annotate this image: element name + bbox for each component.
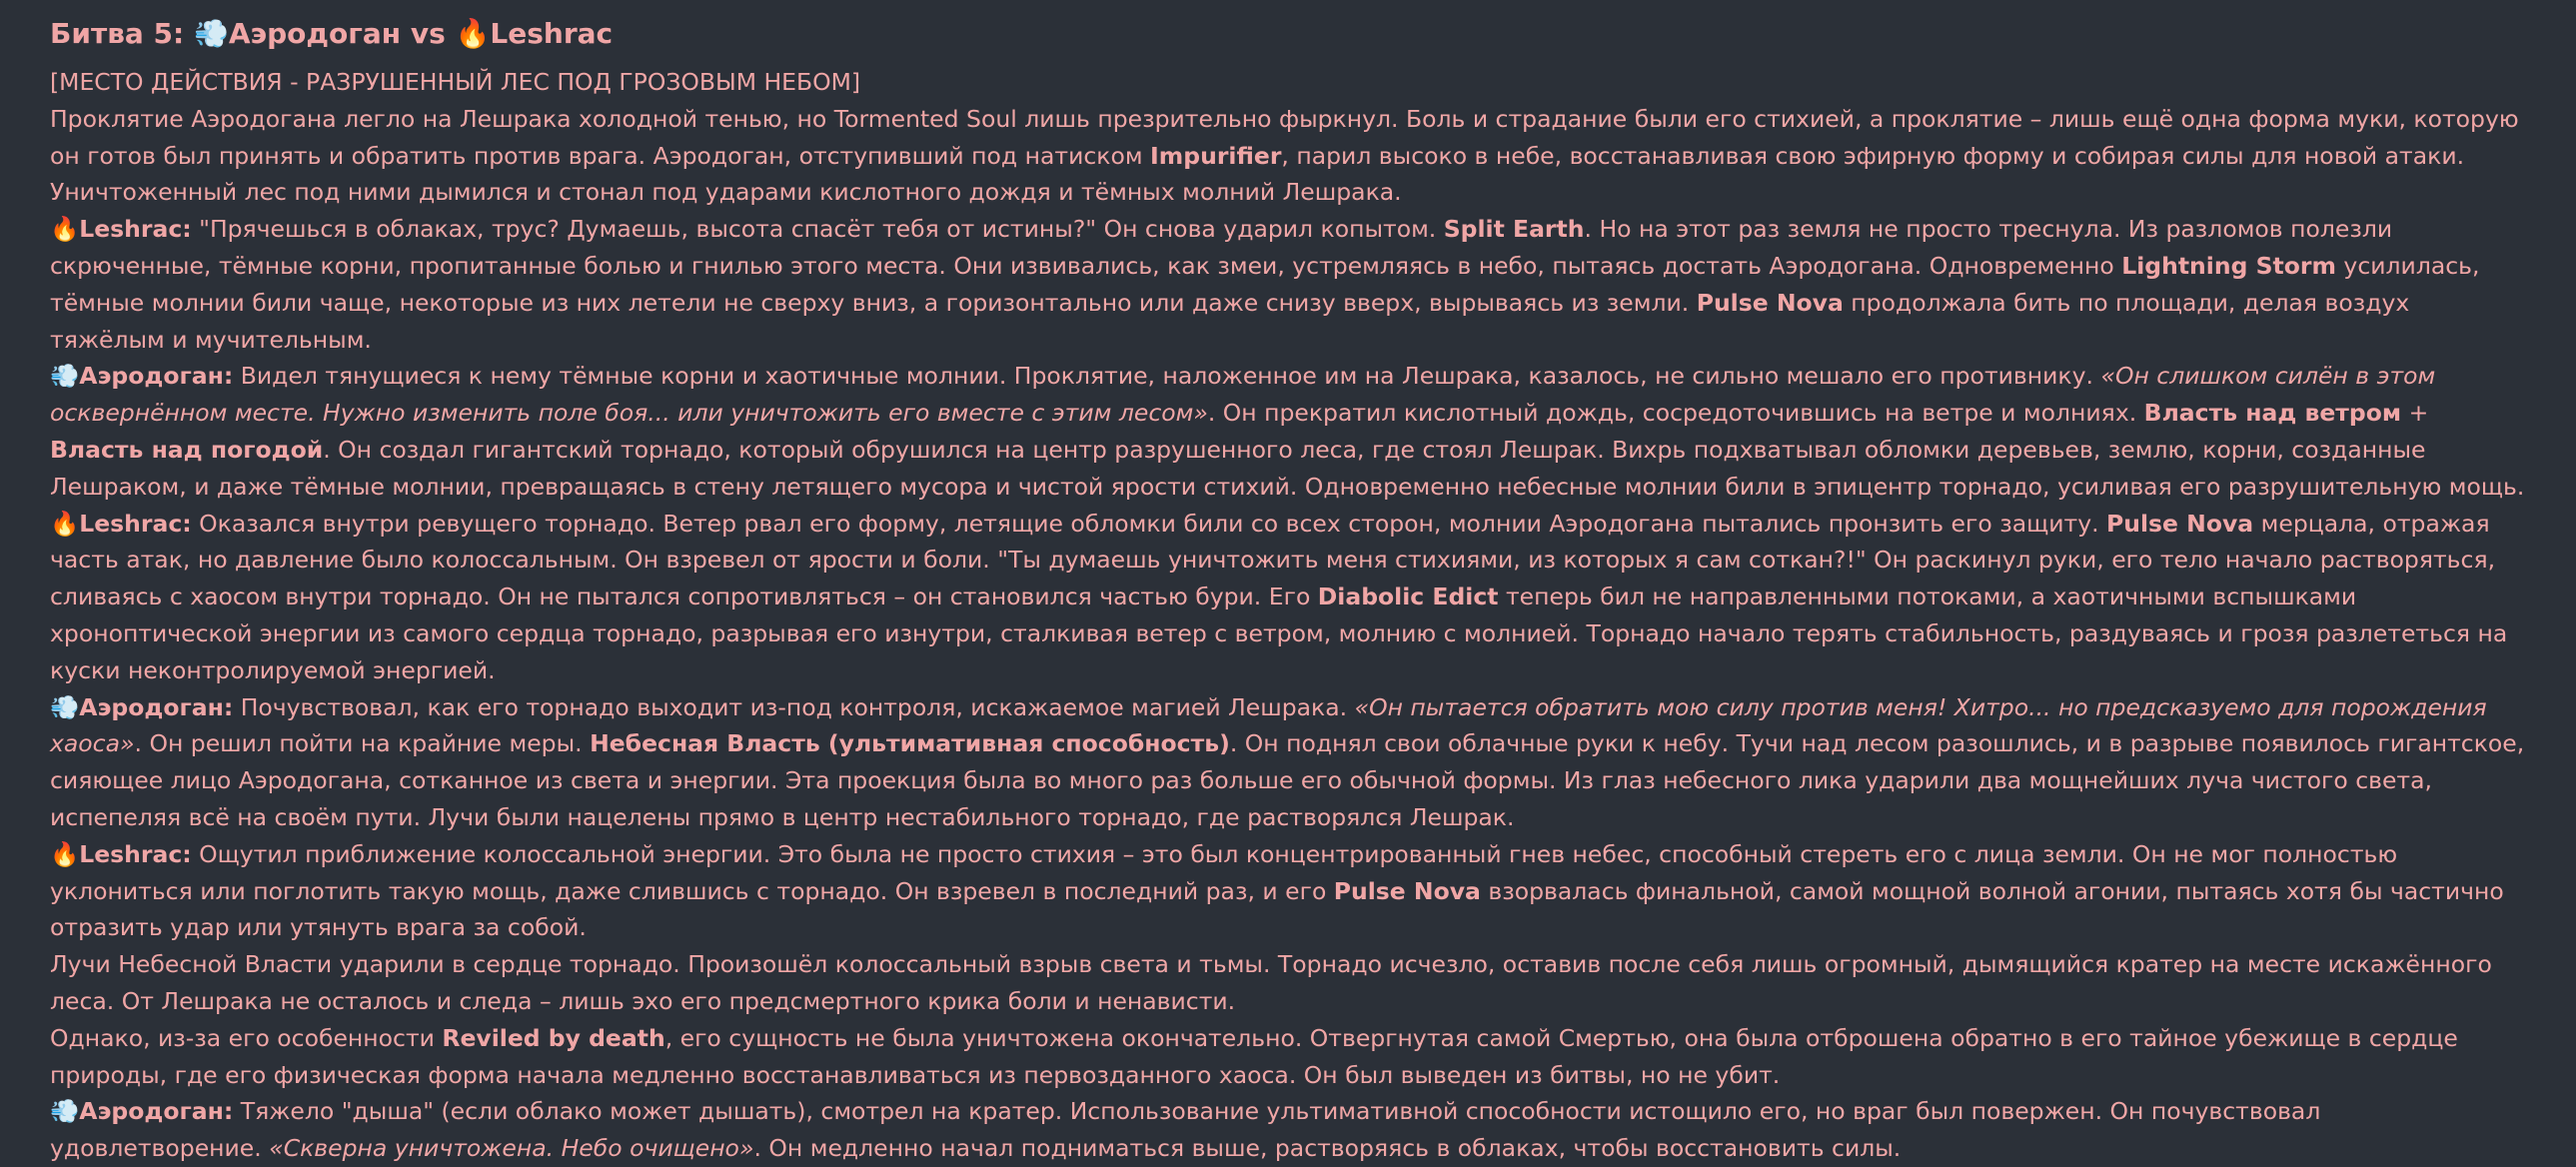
- message-paragraph: [50, 358, 2528, 505]
- bold-text: Reviled by death: [442, 1023, 665, 1052]
- bold-text: 🔥Leshrac:: [50, 509, 192, 538]
- text-run: Тяжело "дыша" (если облако может дышать), смотрел на кратер. Использование ультимативной способности истощило его, но враг был повержен. Он почувствовал удовлетворение.: [50, 1097, 2321, 1163]
- bold-text: Власть над ветром: [2143, 399, 2402, 428]
- text-run: "Прячешься в облаках, трус? Думаешь, высота спасёт тебя от истины?" Он снова ударил копытом.: [191, 215, 1444, 244]
- bold-text: Split Earth: [1443, 215, 1585, 244]
- bold-text: Небесная Власть (ультимативная способность): [590, 729, 1230, 758]
- text-run: , его сущность не была уничтожена окончательно. Отвергнутая самой Смертью, она была отброшена обратно в его тайное убежище в сердце природы, где его физическая форма начала медленно восстанавливаться из первозданного хаоса. Он был выведен из битвы, но не убит.: [50, 1023, 2458, 1089]
- bold-text: 💨Аэродоган:: [50, 362, 234, 391]
- text-run: . Он медленно начал подниматься выше, растворяясь в облаках, чтобы восстановить силы.: [753, 1134, 1902, 1163]
- bold-text: Pulse Nova: [1333, 876, 1481, 905]
- bold-text: 🔥Leshrac:: [50, 215, 192, 244]
- bold-text: Diabolic Edict: [1317, 583, 1499, 611]
- bold-text: Pulse Nova: [1696, 288, 1844, 317]
- message-paragraph: [50, 1093, 2528, 1167]
- text-run: . Но на этот раз земля не просто треснула. Из разломов полезли скрюченные, тёмные корни, пропитанные болью и гнилью этого места. Они извивались, как змеи, устремляясь в небо, пытаясь достать Аэродогана. Одновременно: [50, 215, 2393, 280]
- text-run: усилилась, тёмные молнии били чаще, некоторые из них летели не сверху вниз, а горизонтально или даже снизу вверх, вырываясь из земли.: [50, 251, 2480, 317]
- message-paragraph: [50, 946, 2528, 1020]
- italic-text: «Скверна уничтожена. Небо очищено»: [269, 1134, 754, 1163]
- chat-message: [50, 12, 2528, 1167]
- bold-text: Pulse Nova: [2106, 509, 2254, 538]
- text-run: . Он поднял свои облачные руки к небу. Тучи над лесом разошлись, и в разрыве появилось гигантское, сияющее лицо Аэродогана, сотканное из света и энергии. Эта проекция была во много раз больше его обычной формы. Из глаз небесного лика ударили два мощнейших луча чистого света, испепеляя всё на своём пути. Лучи были нацелены прямо в центр нестабильного торнадо, где растворялся Лешрак.: [50, 729, 2525, 831]
- message-paragraph: [50, 211, 2528, 358]
- bold-text: Lightning Storm: [2121, 251, 2336, 280]
- text-run: . Он прекратил кислотный дождь, сосредоточившись на ветре и молниях.: [1207, 399, 2144, 428]
- message-paragraph: [50, 506, 2528, 689]
- text-run: мерцала, отражая часть атак, но давление было колоссальным. Он взревел от ярости и боли. "Ты думаешь уничтожить меня стихиями, из которых я сам соткан?!" Он раскинул руки, его тело начало растворяться, сливаясь с хаосом внутри торнадо. Он не пытался сопротивляться – он становился частью бури. Его: [50, 509, 2496, 611]
- text-run: Ощутил приближение колоссальной энергии. Это была не просто стихия – это был концентрированный гнев небес, способный стереть его с лица земли. Он не мог полностью уклониться или поглотить такую мощь, даже слившись с торнадо. Он взревел в последний раз, и его: [50, 839, 2398, 905]
- text-run: Оказался внутри ревущего торнадо. Ветер рвал его форму, летящие обломки били со всех сторон, молнии Аэродогана пытались пронзить его защиту.: [191, 509, 2107, 538]
- message-paragraph: [50, 101, 2528, 211]
- message-body: [50, 64, 2528, 1167]
- message-paragraph: [50, 1020, 2528, 1094]
- message-paragraph: [50, 689, 2528, 836]
- text-run: Проклятие Аэродогана легло на Лешрака холодной тенью, но Tormented Soul лишь презрительно фыркнул. Боль и страдание были его стихией, а проклятие – лишь ещё одна форма муки, которую он готов был принять и обратить против врага. Аэродоган, отступивший под натиском: [50, 104, 2519, 170]
- bold-text: Impurifier: [1150, 141, 1282, 170]
- bold-text: Власть над погодой: [50, 435, 324, 464]
- bold-text: 🔥Leshrac:: [50, 839, 192, 868]
- bold-text: 💨Аэродоган:: [50, 1097, 234, 1126]
- text-run: теперь бил не направленными потоками, а хаотичными вспышками хроноптической энергии из самого сердца торнадо, разрывая его изнутри, сталкивая ветер с ветром, молнию с молнией. Торнадо начало терять стабильность, раздуваясь и грозя разлететься на куски неконтролируемой энергией.: [50, 583, 2508, 684]
- italic-text: «Он пытается обратить мою силу против меня! Хитро... но предсказуемо для порождения хаоса»: [50, 692, 2487, 758]
- text-run: Почувствовал, как его торнадо выходит из-под контроля, искажаемое магией Лешрака.: [233, 692, 1355, 721]
- text-run: , парил высоко в небе, восстанавливая свою эфирную форму и собирая силы для новой атаки. Уничтоженный лес под ними дымился и стонал под ударами кислотного дождя и тёмных молний Лешрака.: [50, 141, 2465, 207]
- bold-text: 💨Аэродоган:: [50, 692, 234, 721]
- text-run: взорвалась финальной, самой мощной волной агонии, пытаясь хотя бы частично отразить удар или утянуть врага за собой.: [50, 876, 2504, 942]
- text-run: Лучи Небесной Власти ударили в сердце торнадо. Произошёл колоссальный взрыв света и тьмы. Торнадо исчезло, оставив после себя лишь огромный, дымящийся кратер на месте искажённого леса. От Лешрака не осталось и следа – лишь эхо его предсмертного крика боли и ненависти.: [50, 950, 2492, 1015]
- text-run: . Он создал гигантский торнадо, который обрушился на центр разрушенного леса, где стоял Лешрак. Вихрь подхватывал обломки деревьев, землю, корни, созданные Лешраком, и даже тёмные молнии, превращаясь в стену летящего мусора и чистой ярости стихий. Одновременно небесные молнии били в эпицентр торнадо, усиливая его разрушительную мощь.: [50, 435, 2525, 501]
- text-run: +: [2401, 399, 2429, 428]
- italic-text: «Он слишком силён в этом осквернённом месте. Нужно изменить поле боя... или уничтожить его вместе с этим лесом»: [50, 362, 2436, 428]
- message-paragraph: [50, 64, 2528, 101]
- battle-title: Битва 5: 💨Аэродоган vs 🔥Leshrac: [50, 17, 614, 50]
- text-run: . Он решил пойти на крайние меры.: [134, 729, 591, 758]
- message-paragraph: [50, 836, 2528, 946]
- text-run: продолжала бить по площади, делая воздух тяжёлым и мучительным.: [50, 288, 2410, 354]
- text-run: Видел тянущиеся к нему тёмные корни и хаотичные молнии. Проклятие, наложенное им на Лешрака, казалось, не сильно мешало его противнику.: [233, 362, 2101, 391]
- text-run: Однако, из-за его особенности: [50, 1023, 443, 1052]
- text-run: [МЕСТО ДЕЙСТВИЯ - РАЗРУШЕННЫЙ ЛЕС ПОД ГРОЗОВЫМ НЕБОМ]: [50, 68, 861, 96]
